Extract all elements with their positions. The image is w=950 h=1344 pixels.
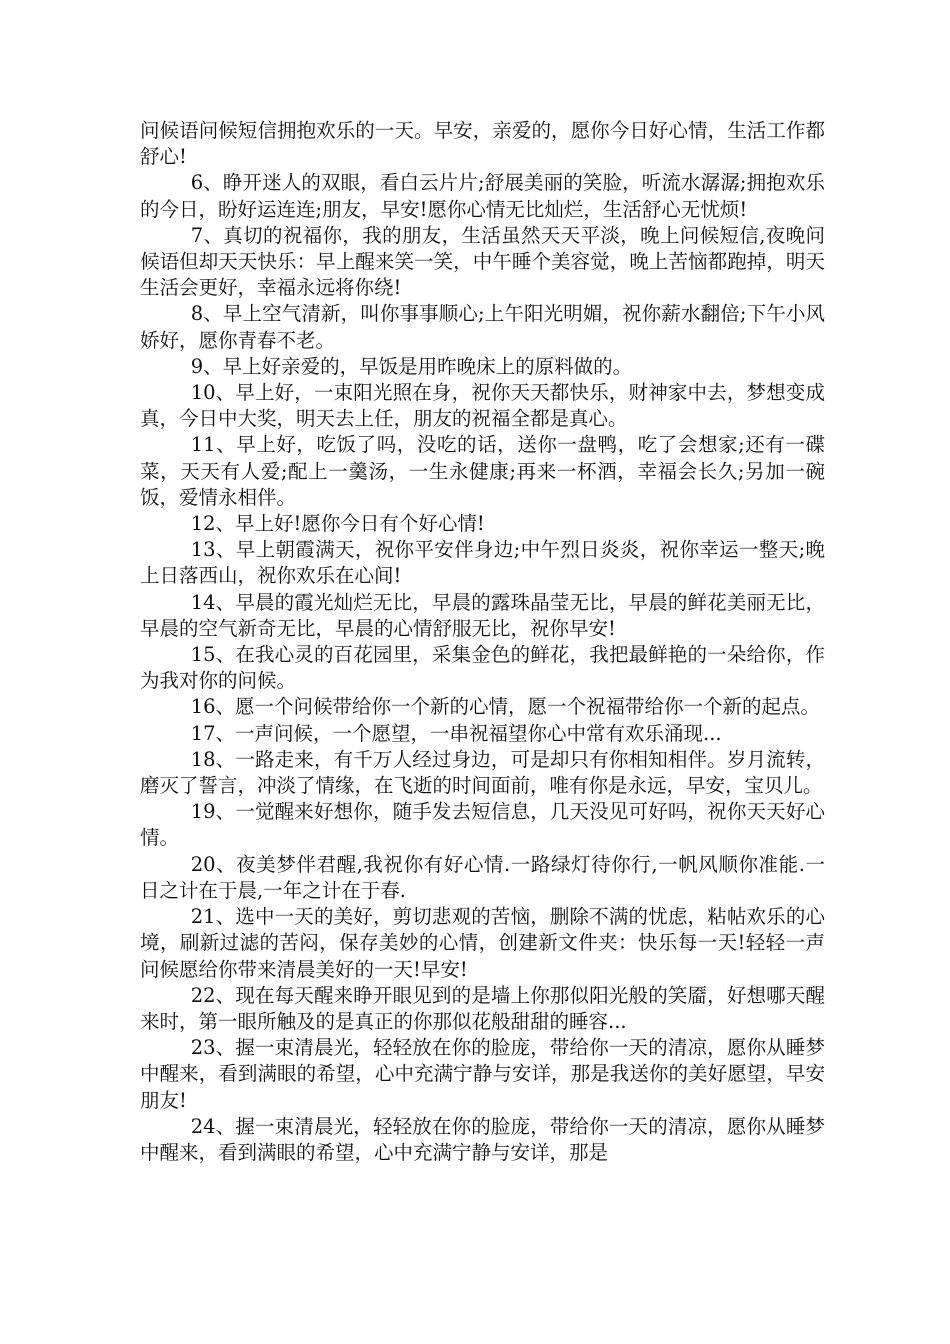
paragraph-18: 18、一路走来，有千万人经过身边，可是却只有你相知相伴。岁月流转，磨灭了誓言，冲淡了情缘，在飞逝的时间面前，唯有你是永远，早安，宝贝儿。: [140, 747, 825, 798]
paragraph-14: 14、早晨的霞光灿烂无比，早晨的露珠晶莹无比，早晨的鲜花美丽无比，早晨的空气新奇无比，早晨的心情舒服无比，祝你早安!: [140, 590, 825, 640]
paragraph-15: 15、在我心灵的百花园里，采集金色的鲜花，我把最鲜艳的一朵给你，作为我对你的问候。: [140, 643, 825, 693]
paragraph-23: 23、握一束清晨光，轻轻放在你的脸庞，带给你一天的清凉，愿你从睡梦中醒来，看到满眼的希望，心中充满宁静与安详，那是我送你的美好愿望，早安朋友!: [140, 1036, 825, 1112]
paragraph-24: 24、握一束清晨光，轻轻放在你的脸庞，带给你一天的清凉，愿你从睡梦中醒来，看到满眼的希望，心中充满宁静与安详，那是: [140, 1114, 825, 1164]
paragraph-20: 20、夜美梦伴君醒,我祝你有好心情.一路绿灯待你行,一帆风顺你准能.一日之计在于晨,一年之计在于春.: [140, 852, 825, 902]
paragraph-11: 11、早上好，吃饭了吗，没吃的话，送你一盘鸭，吃了会想家;还有一碟菜，天天有人爱;配上一羹汤，一生永健康;再来一杯酒，幸福会长久;另加一碗饭，爱情永相伴。: [140, 433, 825, 509]
paragraph-21: 21、选中一天的美好，剪切悲观的苦恼，删除不满的忧虑，粘帖欢乐的心境，刷新过滤的苦闷，保存美妙的心情，创建新文件夹：快乐每一天!轻轻一声问候愿给你带来清晨美好的一天!早安!: [140, 905, 825, 981]
paragraph-13: 13、早上朝霞满天，祝你平安伴身边;中午烈日炎炎，祝你幸运一整天;晚上日落西山，祝你欢乐在心间!: [140, 538, 825, 588]
paragraph-6: 6、睁开迷人的双眼，看白云片片;舒展美丽的笑脸，听流水潺潺;拥抱欢乐的今日，盼好运连连;朋友，早安!愿你心情无比灿烂，生活舒心无忧烦!: [140, 171, 825, 221]
paragraph-10: 10、早上好，一束阳光照在身，祝你天天都快乐，财神家中去，梦想变成真，今日中大奖，明天去上任，朋友的祝福全都是真心。: [140, 381, 825, 431]
paragraph-19: 19、一觉醒来好想你，随手发去短信息，几天没见可好吗，祝你天天好心情。: [140, 800, 825, 850]
paragraph-12: 12、早上好!愿你今日有个好心情!: [190, 512, 485, 536]
paragraph-22: 22、现在每天醒来睁开眼见到的是墙上你那似阳光般的笑靥，好想哪天醒来时，第一眼所触及的是真正的你那似花般甜甜的睡容...: [140, 983, 825, 1033]
paragraph-9: 9、早上好亲爱的，早饭是用昨晚床上的原料做的。: [190, 354, 633, 378]
paragraph-continuation: 问候语问候短信拥抱欢乐的一天。早安，亲爱的，愿你今日好心情，生活工作都舒心!: [140, 119, 825, 169]
paragraph-17: 17、一声问候，一个愿望，一串祝福望你心中常有欢乐涌现...: [190, 721, 722, 745]
paragraph-16: 16、愿一个问候带给你一个新的心情，愿一个祝福带给你一个新的起点。: [190, 695, 821, 719]
paragraph-7: 7、真切的祝福你，我的朋友，生活虽然天天平淡，晚上问候短信,夜晚问候语但却天天快乐：早上醒来笑一笑，中午睡个美容觉，晚上苦恼都跑掉，明天生活会更好，幸福永远将你绕!: [140, 223, 825, 300]
document-body: [140, 118, 825, 1166]
paragraph-8: 8、早上空气清新，叫你事事顺心;上午阳光明媚，祝你薪水翻倍;下午小风娇好，愿你青春不老。: [140, 302, 825, 352]
